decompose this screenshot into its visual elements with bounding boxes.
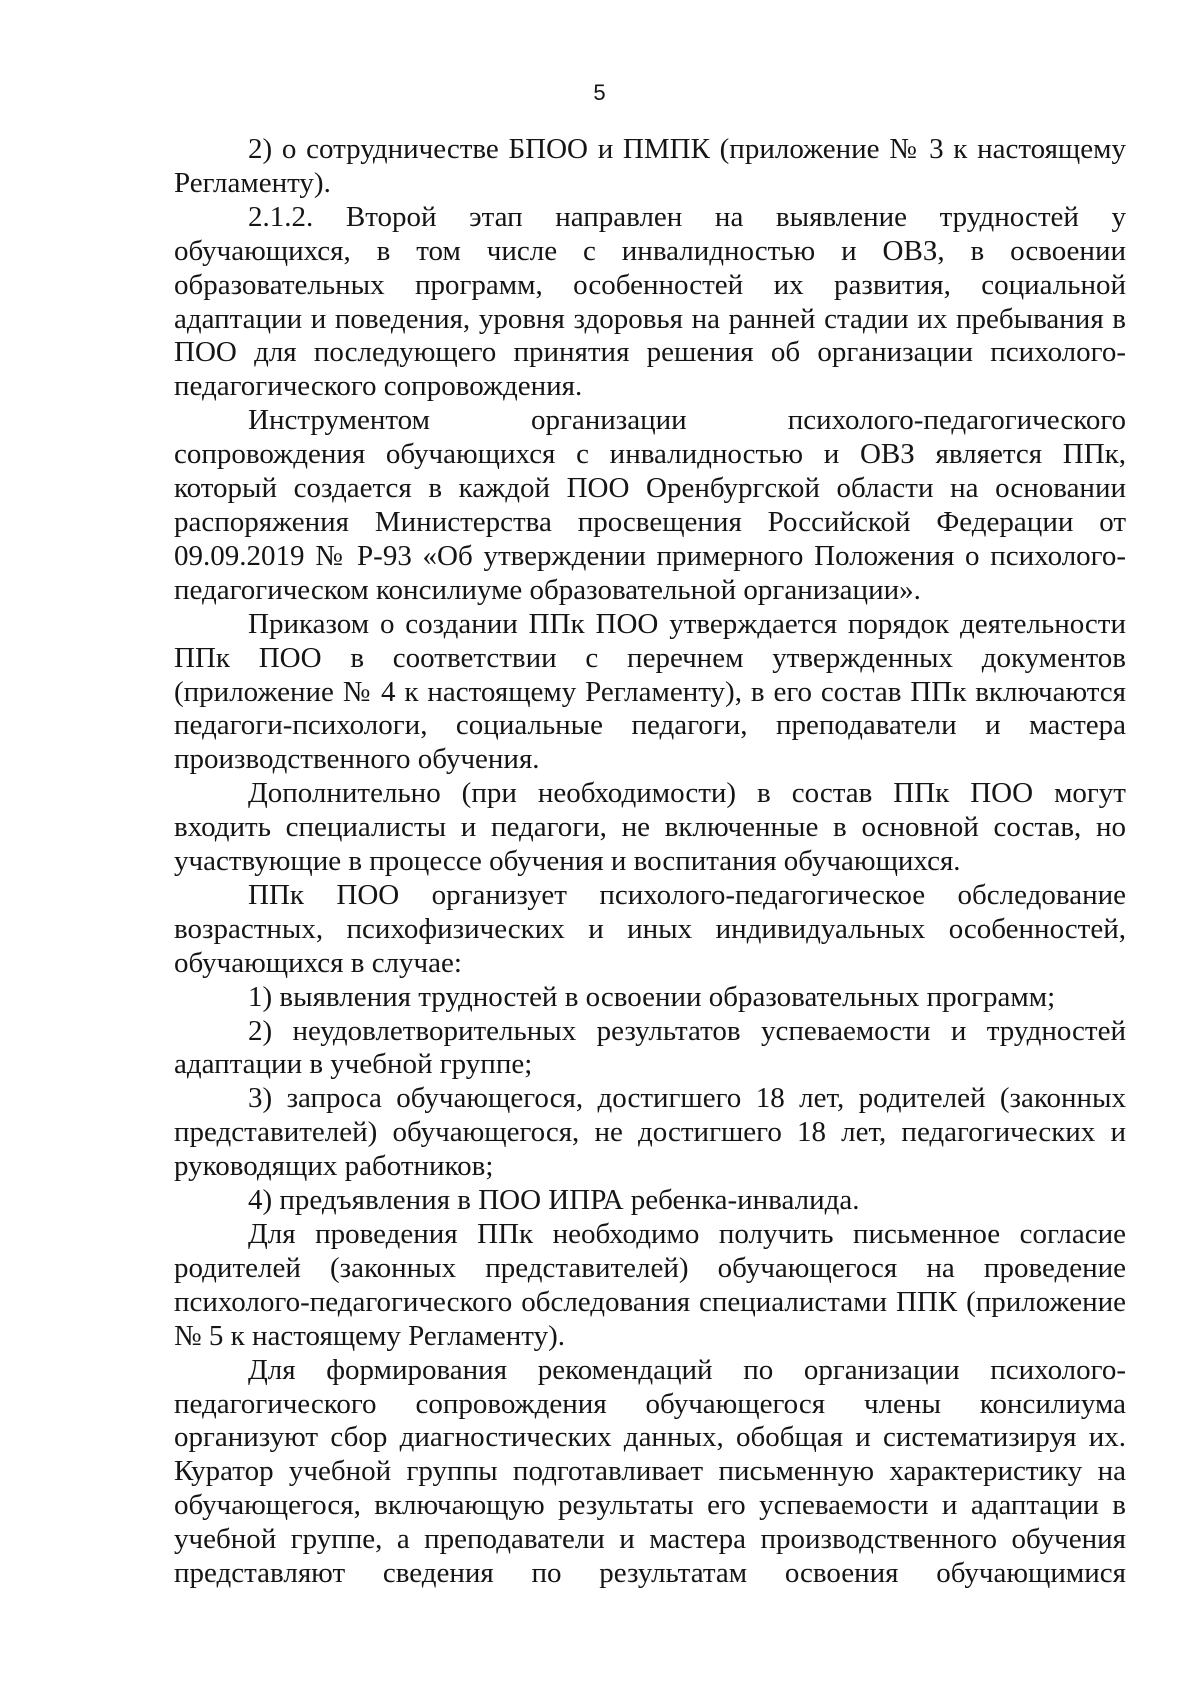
paragraph-recommendations: Для формирования рекомендаций по организации психолого-педагогического сопровождения обучающегося члены консилиума организуют сбор диагностических данных, обобщая и систематизируя их. Куратор учебной группы подготавливает письменную характеристику на обучающегося, включающую результаты его успеваемости и адаптации в учебной группе, а преподаватели и мастера производственного обучения представляют сведения по результатам освоения обучающимися: [174, 1353, 1126, 1590]
paragraph-additional-members: Дополнительно (при необходимости) в состав ППк ПОО могут входить специалисты и педагоги, не включенные в основной состав, но участвующие в процессе обучения и воспитания обучающихся.: [174, 777, 1126, 878]
list-item-1: 1) выявления трудностей в освоении образовательных программ;: [248, 980, 1056, 1013]
list-item-2: 2) неудовлетворительных результатов успеваемости и трудностей адаптации в учебной группе;: [174, 1014, 1126, 1081]
paragraph-second-stage: 2.1.2. Второй этап направлен на выявление трудностей у обучающихся, в том числе с инвалидностью и ОВЗ, в освоении образовательных программ, особенностей их развития, социальной адаптации и поведения, уровня здоровья на ранней стадии их пребывания в ПОО для последующего принятия решения об организации психолого-педагогического сопровождения.: [174, 200, 1126, 403]
page-number: 5: [593, 80, 607, 105]
paragraph-ppk-instrument: Инструментом организации психолого-педагогического сопровождения обучающихся с инвалидностью и ОВЗ является ППк, который создается в каждой ПОО Оренбургской области на основании распоряжения Министерства просвещения Российской Федерации от 09.09.2019 № Р-93 «Об утверждении примерного Положения о психолого-педагогическом консилиуме образовательной организации».: [174, 404, 1126, 606]
paragraph-examination-cases: ППк ПОО организует психолого-педагогическое обследование возрастных, психофизических и иных индивидуальных особенностей, обучающихся в случае:: [174, 878, 1126, 979]
list-item-4: 4) предъявления в ПОО ИПРА ребенка-инвалида.: [248, 1184, 860, 1217]
list-item-3: 3) запроса обучающегося, достигшего 18 лет, родителей (законных представителей) обучающегося, не достигшего 18 лет, педагогических и руководящих работников;: [174, 1082, 1126, 1183]
paragraph-parental-consent: Для проведения ППк необходимо получить письменное согласие родителей (законных представителей) обучающегося на проведение психолого-педагогического обследования специалистами ППК (приложение № 5 к настоящему Регламенту).: [174, 1218, 1126, 1352]
paragraph-approval-cooperation: 2) о сотрудничестве БПОО и ПМПК (приложение № 3 к настоящему Регламенту).: [174, 133, 1126, 199]
document-body: [174, 133, 1126, 1591]
paragraph-ppk-order: Приказом о создании ППк ПОО утверждается порядок деятельности ППк ПОО в соответствии с перечнем утвержденных документов (приложение № 4 к настоящему Регламенту), в его состав ППк включаются педагоги-психологи, социальные педагоги, преподаватели и мастера производственного обучения.: [174, 607, 1126, 776]
